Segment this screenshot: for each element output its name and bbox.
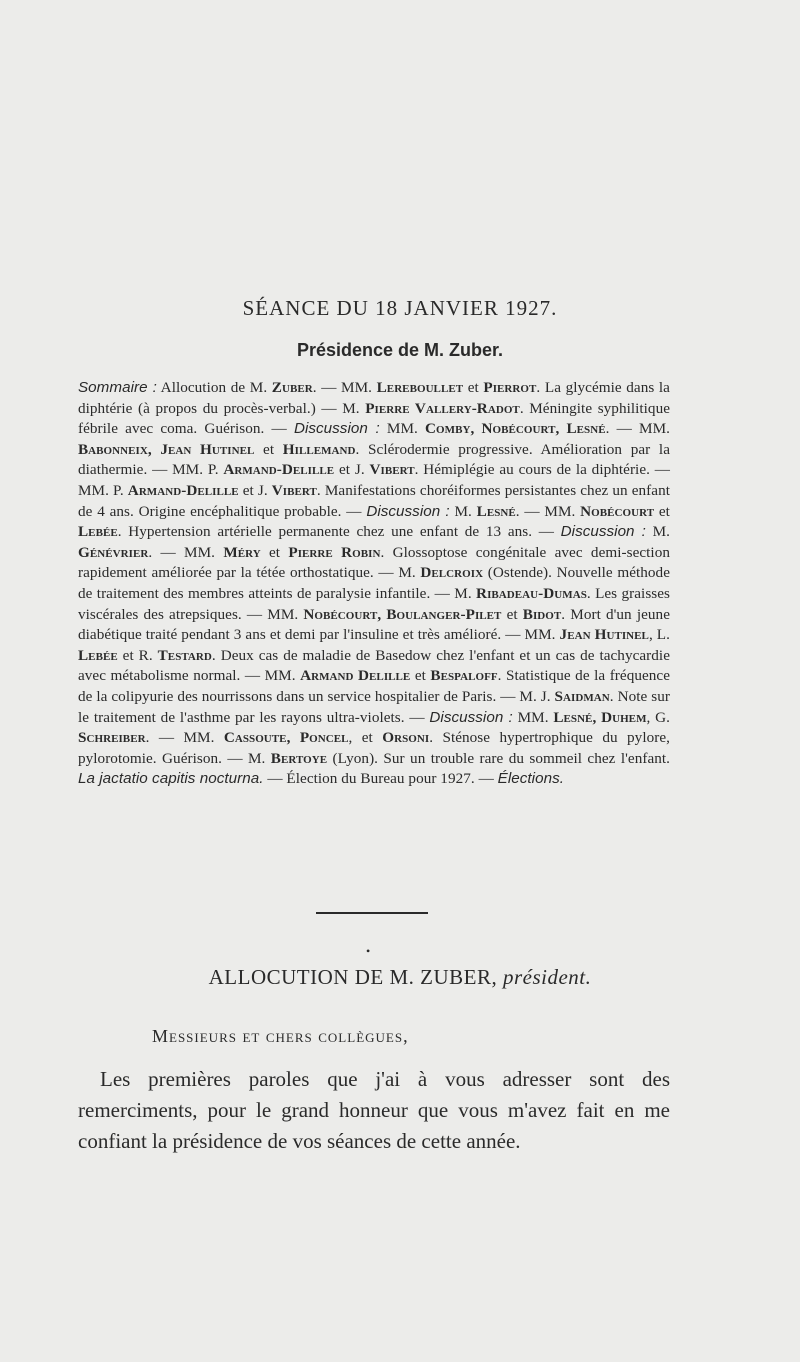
author-name: Delcroix (420, 564, 484, 582)
author-name: Pierre Vallery-Radot (365, 399, 520, 417)
author-name: Lesné, Duhem (553, 708, 647, 726)
author-name: Pierrot (483, 379, 537, 396)
text-run: MM. (512, 708, 554, 726)
text-run: Allocution de M. (156, 379, 272, 396)
text-run: . Méningite syphilitique fébrile avec coma. Guérison. — (78, 399, 671, 438)
text-run: . Mort d'un jeune diabétique traité pendant 3 ans et demi par l'insuline et très amélioré. — MM. (78, 605, 670, 644)
text-run: . Statistique de la fréquence de la colipyurie des nourrissons dans un service hospitalier de Paris. — M. J. (78, 667, 671, 705)
text-run: et (463, 379, 484, 396)
text-run: . — MM. (312, 379, 377, 396)
text-run: . Sténose hypertrophique du pylore, pylorotomie. Guérison. — M. (78, 729, 670, 767)
text-run: . La glycémie dans la diphtérie (à propos du procès-verbal.) — M. (78, 379, 670, 417)
allocution-heading (0, 965, 800, 990)
text-run: . Manifestations choréiformes persistantes chez un enfant de 4 ans. Origine encéphalitique probable. — (78, 481, 670, 520)
text-run: — Élection du Bureau pour 1927. — (263, 770, 498, 788)
text-run: (Lyon). Sur un trouble rare du sommeil chez l'enfant. (327, 749, 670, 767)
text-run: et (260, 543, 289, 561)
italic-run: Discussion : (293, 420, 380, 438)
author-name: Bidot (522, 605, 562, 623)
text-run: et (254, 440, 283, 458)
text-run: . — MM. (605, 420, 670, 438)
allocution-title: ALLOCUTION DE M. ZUBER, (208, 965, 503, 989)
seance-title: SÉANCE DU 18 JANVIER 1927. (242, 296, 558, 320)
text-run: (Ostende). Nouvelle méthode de traitement des membres atteints de paralysie infantile. — M. (78, 564, 670, 602)
italic-run: La jactatio capitis nocturna. (78, 770, 264, 788)
author-name: Vibert (369, 461, 415, 479)
text-run: et J. (238, 481, 272, 499)
text-run: . — MM. (148, 543, 224, 561)
text-run: M. (645, 523, 670, 541)
text-run: . Sclérodermie progressive. Amélioration par la diathermie. — MM. P. (78, 440, 670, 479)
text-run: et (410, 667, 431, 685)
italic-run: Discussion : (560, 523, 646, 541)
text-run: . Les graisses viscérales des atrepsiques. — MM. (78, 584, 670, 623)
author-name: Bespaloff (430, 667, 498, 685)
text-run: et (501, 605, 523, 623)
italic-run: Sommaire : (78, 379, 157, 396)
author-name: Lesné (476, 502, 516, 520)
text-run: et R. (117, 646, 158, 664)
salutation: Messieurs et chers collègues, (152, 1026, 409, 1046)
italic-run: Discussion : (366, 502, 450, 520)
author-name: Vibert (271, 481, 317, 499)
author-name: Méry (223, 543, 261, 561)
text-run: , G. (646, 708, 671, 726)
author-name: Jean Hutinel (559, 626, 649, 644)
allocution-role: président. (502, 965, 592, 989)
text-run: M. (449, 502, 477, 520)
author-name: Armand-Delille (223, 461, 335, 479)
author-name: Testard (157, 646, 212, 664)
author-name: Nobécourt, Boulanger-Pilet (303, 605, 502, 623)
author-name: Ribadeau-Dumas (476, 584, 587, 602)
italic-run: Discussion : (429, 708, 513, 726)
author-name: Génévrier (78, 543, 149, 561)
author-name: Saidman (554, 687, 610, 705)
presidence-line: Présidence de M. Zuber. (296, 340, 504, 360)
text-run: et (654, 502, 670, 520)
ornament-dot: • (366, 944, 371, 958)
text-run: . Note sur le traitement de l'asthme par les rayons ultra-violets. — (78, 687, 670, 726)
text-run: et J. (334, 461, 370, 479)
text-run: . — MM. (145, 729, 224, 747)
author-name: Zuber (271, 379, 313, 396)
author-name: Schreiber (78, 729, 146, 747)
text-run: . Hémiplégie au cours de la diphtérie. — MM. P. (78, 461, 670, 499)
author-name: Orsoni (382, 729, 430, 747)
author-name: Bertoye (270, 749, 328, 767)
italic-run: Élections. (497, 770, 565, 788)
text-run: MM. (379, 420, 426, 438)
author-name: Lebée (78, 646, 118, 664)
author-name: Comby, Nobécourt, Lesné (425, 420, 606, 438)
author-name: Nobécourt (580, 502, 655, 520)
text-run: . Glossoptose congénitale avec demi-section rapidement améliorée par la tétée orthostatique. — M. (78, 543, 670, 582)
text-run: , L. (648, 626, 670, 644)
author-name: Lebée (78, 523, 118, 541)
author-name: Lereboullet (376, 379, 464, 396)
author-name: Cassoute, Poncel (223, 729, 349, 747)
author-name: Babonneix, Jean Hutinel (78, 440, 255, 458)
body-paragraph: Les premières paroles que j'ai à vous adresser sont des remerciments, pour le grand honneur que vous m'avez fait en me confiant la présidence de vos séances de cette année. (78, 1067, 670, 1153)
author-name: Pierre Robin (288, 543, 381, 561)
text-run: . Deux cas de maladie de Basedow chez l'enfant et un cas de tachycardie avec métabolisme normal. — MM. (78, 646, 670, 685)
text-run: , et (348, 729, 383, 747)
section-divider (316, 912, 428, 914)
text-run: . — MM. (515, 502, 581, 520)
author-name: Armand-Delille (127, 481, 239, 499)
author-name: Hillemand (282, 440, 356, 458)
author-name: Armand Delille (300, 667, 411, 685)
sommaire-paragraph (78, 378, 670, 790)
text-run: . Hypertension artérielle permanente chez une enfant de 13 ans. — (117, 523, 561, 541)
